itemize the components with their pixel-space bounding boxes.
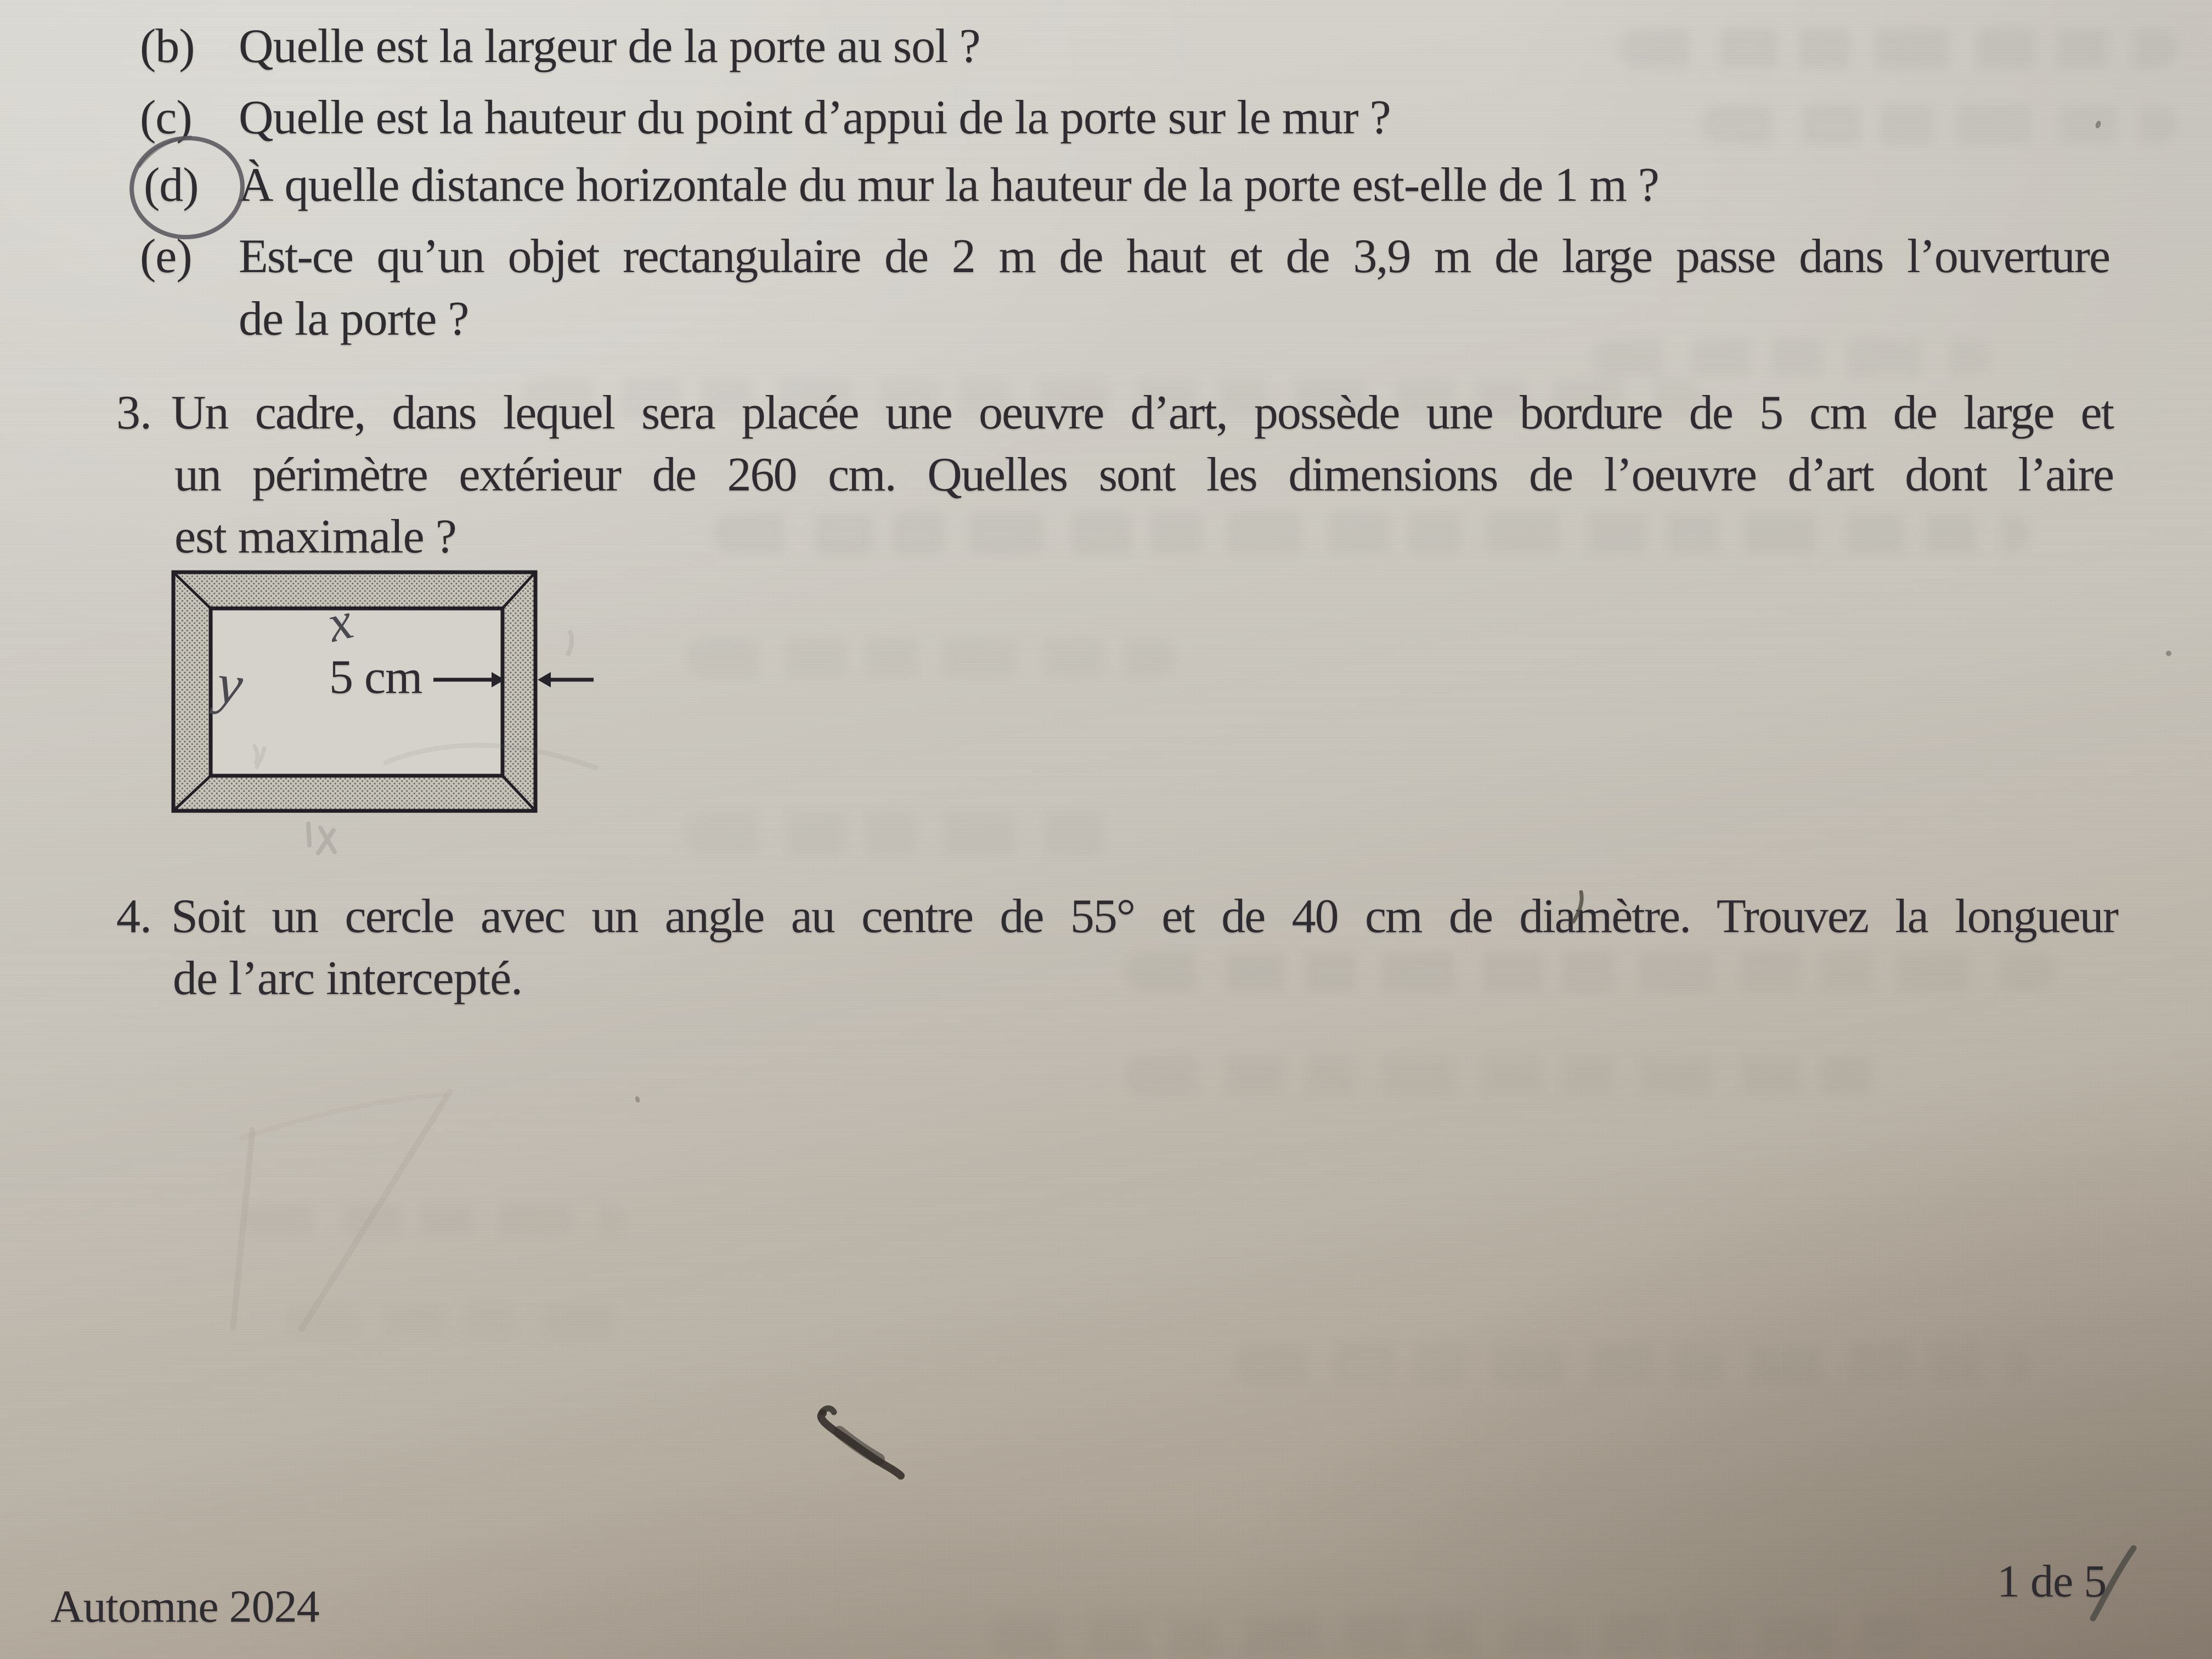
item-c-text: Quelle est la hauteur du point d’appui de la porte sur le mur ? [239, 91, 1391, 144]
question-3-line-1: Un cadre, dans lequel sera placée une oeuvre d’art, possède une bordure de 5 cm de large et [171, 386, 2113, 439]
bleed-through-row [686, 639, 1180, 678]
hand-circle-annotation [123, 131, 255, 251]
border-width-arrowhead-outer [538, 672, 551, 687]
pen-scribble [805, 1398, 932, 1497]
item-e-text-line-2: de la porte ? [239, 292, 469, 346]
question-4-line-1: Soit un cercle avec un angle au centre de 55° et de 40 cm de diamètre. Trouvez la longueur [171, 890, 2118, 943]
question-4-number: 4. [116, 890, 151, 943]
question-3-number: 3. [116, 386, 151, 439]
bleed-through-row [1125, 1056, 1893, 1094]
item-b-label: (b) [140, 20, 195, 73]
ink-fleck [635, 1096, 641, 1103]
item-d-text: À quelle distance horizontale du mur la hauteur de la porte est-elle de 1 m ? [239, 159, 1659, 212]
page-number: 1 de 5 [1997, 1556, 2107, 1607]
bleed-through-x-mark [308, 823, 335, 853]
ink-fleck [2166, 651, 2171, 656]
item-e-label: (e) [140, 230, 192, 283]
question-4-line-2: de l’arc intercepté. [173, 952, 523, 1005]
item-b-text: Quelle est la largeur de la porte au sol ? [239, 20, 980, 73]
question-3-line-2: un périmètre extérieur de 260 cm. Quelles sont les dimensions de l’oeuvre d’art dont l’aire [174, 448, 2113, 501]
bleed-through-triangle-sketch [208, 1064, 494, 1361]
handwritten-y-mark: y [214, 651, 246, 718]
stray-pen-mark [1568, 888, 1592, 929]
handwritten-x-mark: x [321, 590, 358, 653]
bleed-through-row [1618, 29, 2178, 68]
bleed-through-row [1591, 339, 1991, 376]
bleed-through-row [1234, 1344, 2030, 1384]
footer-term-label: Automne 2024 [50, 1581, 319, 1632]
bleed-through-row [713, 513, 2030, 554]
bleed-through-y-mark [567, 630, 572, 656]
bleed-through-row [1125, 952, 2057, 991]
item-c-label: (c) [140, 91, 192, 144]
item-d-label: (d) [144, 159, 199, 212]
bleed-through-row [1701, 105, 2178, 144]
border-width-label: 5 cm [329, 651, 422, 704]
bleed-through-row [686, 812, 1125, 856]
question-3-line-3: est maximale ? [174, 510, 456, 563]
frame-figure [171, 570, 599, 866]
page-number-strike [2082, 1541, 2148, 1628]
bleed-through-row [988, 1616, 1920, 1654]
item-e-text-line-1: Est-ce qu’un objet rectangulaire de 2 m de haut et de 3,9 m de large passe dans l’ouverture [239, 230, 2109, 283]
